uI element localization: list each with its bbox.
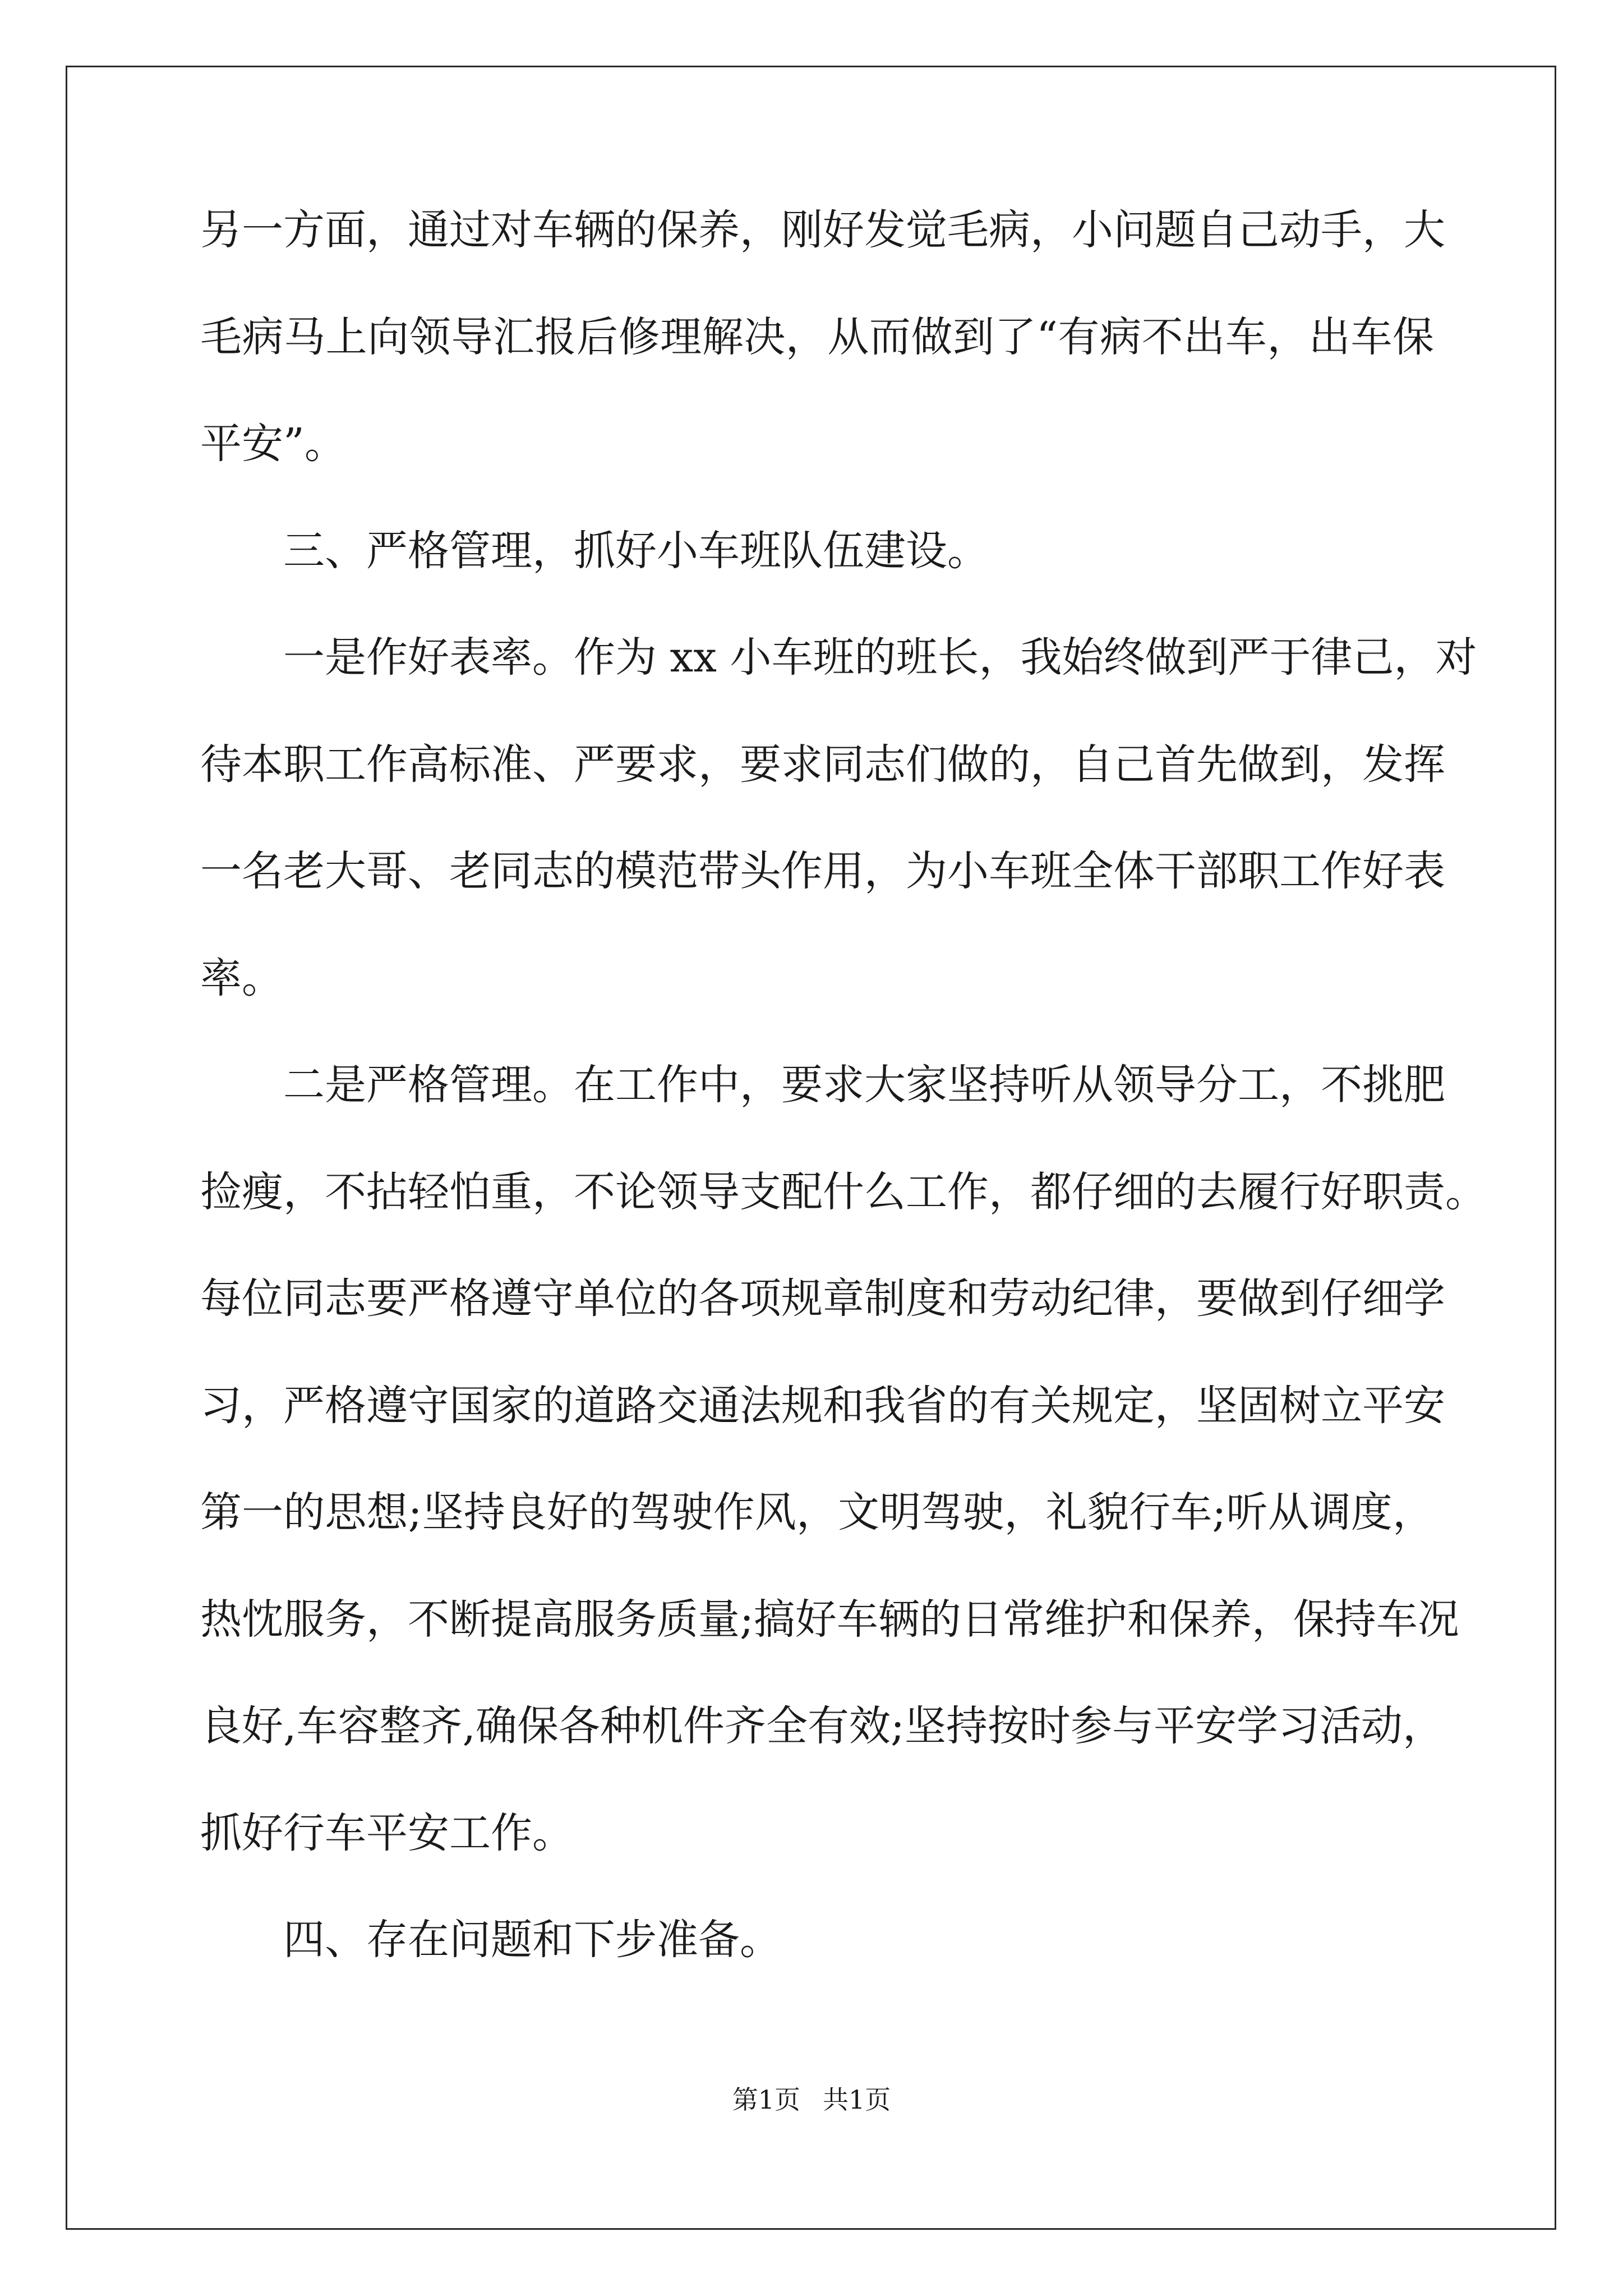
text-line: 毛病马上向领导汇报后修理解决，从而做到了“有病不出车，出车保 (200, 312, 1434, 361)
text-line: 热忱服务，不断提高服务质量;搞好车辆的日常维护和保养，保持车况 (200, 1595, 1459, 1644)
document-body (200, 206, 1487, 2026)
text-line: 第一的思想;坚持良好的驾驶作风，文明驾驶，礼貌行车;听从调度， (200, 1488, 1434, 1536)
text-line: 平安”。 (200, 420, 346, 468)
section-heading: 三、严格管理，抓好小车班队伍建设。 (283, 526, 989, 575)
text-line: 一是作好表率。作为 xx 小车班的班长，我始终做到严于律己，对 (283, 633, 1477, 682)
text-line: 抓好行车平安工作。 (200, 1809, 574, 1857)
page-total: 共1页 (823, 2085, 891, 2115)
text-line: 另一方面，通过对车辆的保养，刚好发觉毛病，小问题自己动手，大 (200, 206, 1445, 254)
text-line: 良好,车容整齐,确保各种机件齐全有效;坚持按时参与平安学习活动， (200, 1702, 1444, 1750)
page-footer (0, 2087, 1623, 2113)
text-line: 习，严格遵守国家的道路交通法规和我省的有关规定，坚固树立平安 (200, 1381, 1445, 1430)
text-line: 待本职工作高标准、严要求，要求同志们做的，自己首先做到，发挥 (200, 740, 1445, 789)
text-line: 捡瘦，不拈轻怕重，不论领导支配什么工作，都仔细的去履行好职责。 (200, 1167, 1487, 1216)
text-line: 率。 (200, 954, 283, 1002)
text-line: 二是严格管理。在工作中，要求大家坚持听从领导分工，不挑肥 (283, 1061, 1445, 1109)
text-line: 每位同志要严格遵守单位的各项规章制度和劳动纪律，要做到仔细学 (200, 1274, 1445, 1323)
section-heading: 四、存在问题和下步准备。 (283, 1916, 781, 1964)
text-line: 一名老大哥、老同志的模范带头作用，为小车班全体干部职工作好表 (200, 847, 1445, 895)
page-number: 第1页 (732, 2085, 800, 2115)
